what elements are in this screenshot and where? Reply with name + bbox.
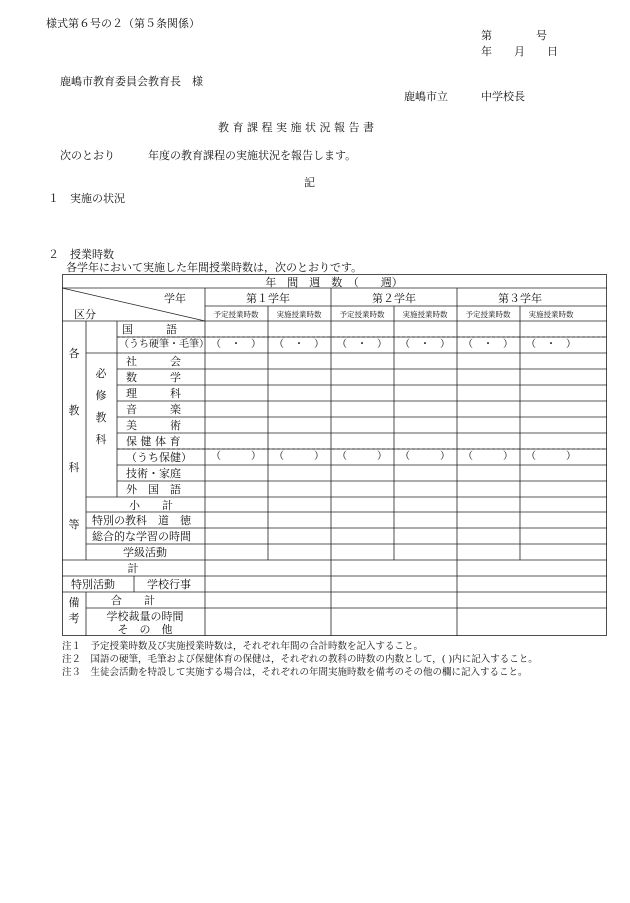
hoken-sub-field-g1-planned[interactable]: （ ） bbox=[211, 451, 261, 462]
other-label: そ の 他 bbox=[117, 623, 173, 636]
document-number-label: 第 号 bbox=[481, 29, 547, 42]
group-label-char-3: 科 bbox=[68, 461, 80, 474]
subtotal-label: 小 計 bbox=[129, 499, 173, 512]
grade1-actual-header: 実施授業時数 bbox=[276, 310, 322, 319]
grade2-header: 第２学年 bbox=[372, 292, 416, 305]
ki-label: 記 bbox=[304, 176, 315, 189]
group-label-char-2: 教 bbox=[68, 404, 80, 417]
subject-rika: 理 科 bbox=[126, 387, 181, 400]
integrated-study-label: 総合的な学習の時間 bbox=[92, 530, 191, 543]
required-label-char-1: 必 bbox=[95, 367, 107, 380]
section2-description: 各学年において実施した年間授業時数は，次のとおりです。 bbox=[66, 261, 363, 274]
subject-shakai: 社 会 bbox=[126, 355, 181, 368]
kokugo-sub-field-g2-planned[interactable]: （ ・ ） bbox=[337, 339, 387, 350]
grade2-planned-header: 予定授業時数 bbox=[339, 310, 385, 319]
grade3-actual-header: 実施授業時数 bbox=[528, 310, 574, 319]
hoken-sub-field-g2-planned[interactable]: （ ） bbox=[337, 451, 387, 462]
hoken-sub-field-g1-actual[interactable]: （ ） bbox=[274, 451, 324, 462]
hoken-sub-field-g2-actual[interactable]: （ ） bbox=[400, 451, 450, 462]
table-title: 年 間 週 数 （ 週） bbox=[265, 276, 403, 289]
subject-kokugo-sub: （うち硬筆・毛筆） bbox=[119, 339, 209, 350]
subject-gaikokugo: 外 国 語 bbox=[126, 483, 181, 496]
note-2: 注２ 国語の硬筆，毛筆および保健体育の保健は，それぞれの教科の時数の内数として，( )内に記入すること。 bbox=[62, 654, 538, 665]
school-events-label: 学校行事 bbox=[147, 578, 191, 591]
grade2-actual-header: 実施授業時数 bbox=[402, 310, 448, 319]
section2-heading: ２ 授業時数 bbox=[48, 248, 114, 261]
remarks-label-char-2: 考 bbox=[68, 612, 80, 625]
moral-education-label: 特別の教科 道 徳 bbox=[92, 514, 191, 527]
subject-bijutsu: 美 術 bbox=[126, 419, 181, 432]
required-label-char-4: 科 bbox=[95, 433, 107, 446]
kokugo-sub-field-g1-actual[interactable]: （ ・ ） bbox=[274, 339, 324, 350]
hoken-sub-field-g3-actual[interactable]: （ ） bbox=[526, 451, 576, 462]
required-label-char-2: 修 bbox=[95, 389, 107, 402]
remarks-label-char-1: 備 bbox=[68, 596, 80, 609]
subject-kokugo: 国 語 bbox=[122, 323, 177, 336]
sender: 鹿嶋市立 中学校長 bbox=[404, 90, 525, 103]
grade1-header: 第１学年 bbox=[246, 292, 290, 305]
form-reference: 様式第６号の２（第５条関係） bbox=[46, 17, 200, 30]
subject-sugaku: 数 学 bbox=[126, 371, 181, 384]
hoken-sub-field-g3-planned[interactable]: （ ） bbox=[463, 451, 513, 462]
kokugo-sub-field-g3-planned[interactable]: （ ・ ） bbox=[463, 339, 513, 350]
addressee: 鹿嶋市教育委員会教育長 様 bbox=[60, 75, 203, 88]
section1-heading: １ 実施の状況 bbox=[48, 192, 125, 205]
grand-total-label: 合 計 bbox=[111, 594, 155, 607]
grade1-planned-header: 予定授業時数 bbox=[213, 310, 259, 319]
class-hours-table bbox=[62, 274, 607, 636]
category-header-label: 区分 bbox=[74, 308, 96, 321]
kokugo-sub-field-g2-actual[interactable]: （ ・ ） bbox=[400, 339, 450, 350]
discretionary-time-label: 学校裁量の時間 bbox=[106, 610, 184, 623]
required-label-char-3: 教 bbox=[95, 411, 107, 424]
kokugo-sub-field-g1-planned[interactable]: （ ・ ） bbox=[211, 339, 261, 350]
date-label: 年 月 日 bbox=[481, 45, 558, 58]
group-label-char-1: 各 bbox=[68, 347, 80, 360]
grade3-planned-header: 予定授業時数 bbox=[465, 310, 511, 319]
intro-text: 次のとおり 年度の教育課程の実施状況を報告します。 bbox=[60, 149, 357, 162]
kokugo-sub-field-g3-actual[interactable]: （ ・ ） bbox=[526, 339, 576, 350]
subject-ongaku: 音 楽 bbox=[126, 403, 181, 416]
subject-hoken: 保 健 体 育 bbox=[126, 435, 181, 448]
subject-gijutsu: 技術・家庭 bbox=[126, 467, 181, 480]
note-3: 注３ 生徒会活動を特設して実施する場合は，それぞれの年間実施時数を備考のその他の欄に記入すること。 bbox=[62, 667, 528, 678]
grade-header-label: 学年 bbox=[164, 292, 186, 305]
special-activities-label: 特別活動 bbox=[71, 578, 115, 591]
subject-hoken-sub: （うち保健） bbox=[126, 451, 192, 464]
class-activities-label: 学級活動 bbox=[123, 546, 167, 559]
note-1: 注１ 予定授業時数及び実施授業時数は，それぞれ年間の合計時数を記入すること。 bbox=[62, 641, 424, 652]
grade3-header: 第３学年 bbox=[498, 292, 542, 305]
total-label: 計 bbox=[127, 562, 139, 575]
document-title: 教 育 課 程 実 施 状 況 報 告 書 bbox=[218, 121, 374, 134]
group-label-char-4: 等 bbox=[68, 518, 80, 531]
